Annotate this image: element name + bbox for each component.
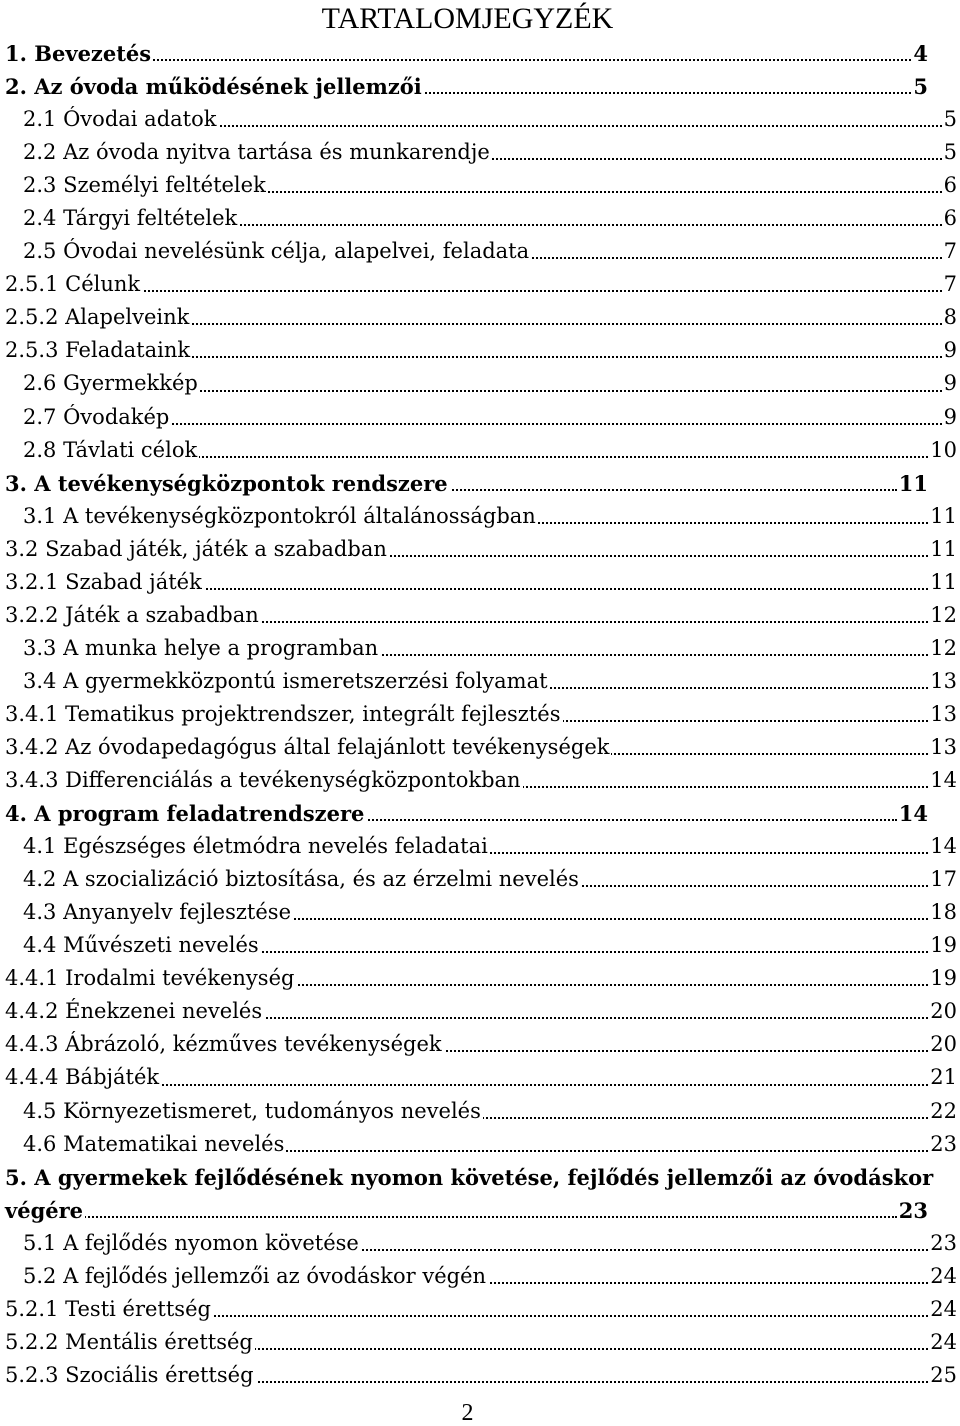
toc-entry-text: Bevezetés	[34, 41, 152, 66]
toc-entry-label	[23, 1227, 361, 1260]
toc-entry-label	[5, 1293, 213, 1326]
toc-entry[interactable]	[0, 334, 960, 367]
toc-entry-number: 4.	[5, 801, 27, 827]
toc-entry-text: A gyermekek fejlődésének nyomon követése, fejlődés jellemzői az óvodáskor	[34, 1164, 934, 1190]
toc-entry-label	[23, 136, 492, 169]
toc-entry-page: 24	[928, 1293, 957, 1326]
toc-entry[interactable]	[0, 896, 960, 929]
toc-entry[interactable]	[0, 301, 960, 334]
toc-entry-page: 7	[942, 235, 957, 268]
toc-entry-page: 17	[928, 863, 957, 896]
toc-entry-label	[5, 301, 191, 334]
toc-entry-text: Irodalmi tevékenység	[65, 966, 295, 991]
toc-entry-number: 3.2.1	[5, 569, 59, 594]
toc-entry-label	[23, 896, 293, 929]
toc-entry[interactable]	[0, 1260, 960, 1293]
toc-entry-text: A szocializáció biztosítása, és az érzelmi nevelés	[63, 867, 579, 892]
toc-entry-text: A tevékenységközpontok rendszere	[34, 470, 448, 496]
toc-entry-page: 25	[928, 1359, 957, 1392]
toc-entry-label	[5, 1061, 161, 1094]
toc-entry-label	[5, 566, 204, 599]
toc-entry[interactable]	[0, 401, 960, 434]
toc-entry-number: 4.4.1	[5, 966, 59, 991]
toc-entry-text: Az óvodapedagógus által felajánlott tevékenységek	[65, 734, 610, 759]
toc-entry-text: Differenciálás a tevékenységközpontokban	[65, 768, 521, 793]
toc-entry-label	[5, 731, 611, 764]
toc-entry-label	[5, 37, 153, 70]
toc-entry[interactable]	[0, 797, 960, 830]
toc-entry-label	[23, 235, 531, 268]
toc-entry-page: 19	[928, 962, 957, 995]
toc-entry[interactable]	[0, 665, 960, 698]
toc-entry-text: Az óvoda nyitva tartása és munkarendje	[63, 140, 490, 165]
toc-entry[interactable]	[0, 962, 960, 995]
toc-entry-page: 14	[897, 797, 928, 830]
toc-entry-page: 13	[928, 665, 957, 698]
toc-entry-text: A gyermekközpontú ismeretszerzési folyamat	[63, 668, 548, 693]
toc-entry-page: 21	[928, 1061, 957, 1094]
toc-entry-number: 3.1	[23, 503, 57, 528]
toc-entry[interactable]	[0, 169, 960, 202]
toc-entry-text: Feladataink	[65, 338, 191, 363]
toc-entry-page: 24	[928, 1326, 957, 1359]
toc-entry-text: Az óvoda működésének jellemzői	[34, 74, 422, 100]
toc-entry[interactable]	[0, 37, 960, 70]
toc-entry-label	[5, 1326, 255, 1359]
toc-entry-label	[5, 1161, 935, 1194]
toc-entry-page: 7	[942, 268, 957, 301]
toc-entry-label: végére	[5, 1194, 85, 1227]
toc-entry-page: 4	[911, 37, 928, 70]
toc-entry-text: Anyanyelv fejlesztése	[63, 900, 292, 925]
toc-entry-number: 2.5.2	[5, 305, 59, 330]
toc-entry-number: 1.	[5, 41, 27, 66]
toc-entry-label	[5, 995, 264, 1028]
toc-entry-page: 5	[942, 136, 957, 169]
toc-entry[interactable]	[0, 929, 960, 962]
toc-entry-label	[23, 1128, 286, 1161]
toc-entry-text: A program feladatrendszere	[34, 801, 365, 827]
toc-entry-label	[5, 797, 366, 830]
toc-entry-page: 6	[942, 169, 957, 202]
toc-entry[interactable]	[0, 1227, 960, 1260]
toc-entry-label	[5, 533, 389, 566]
toc-entry[interactable]	[0, 202, 960, 235]
toc-entry-number: 4.4.4	[5, 1065, 59, 1090]
toc-entry-number: 2.5.1	[5, 272, 59, 297]
toc-entry-label	[23, 169, 268, 202]
toc-entry[interactable]	[0, 1359, 960, 1392]
toc-entry-number: 3.	[5, 470, 27, 496]
toc-entry-number: 4.4.2	[5, 999, 59, 1024]
toc-entry-label	[5, 1359, 256, 1392]
toc-entry[interactable]	[0, 70, 960, 103]
toc-entry-page: 12	[928, 632, 957, 665]
toc-entry-text: Távlati célok	[63, 437, 198, 462]
toc-entry-label	[23, 863, 581, 896]
toc-entry-number: 2.6	[23, 371, 57, 396]
toc-entry-number: 2.7	[23, 404, 57, 429]
toc-entry-text: Szociális érettség	[65, 1362, 254, 1387]
toc-entry-number: 2.5	[23, 239, 57, 264]
toc-entry[interactable]	[0, 830, 960, 863]
toc-entry-text: Szabad játék	[65, 569, 202, 594]
toc-entry-label	[23, 500, 538, 533]
toc-entry-number: 3.2	[5, 536, 39, 561]
toc-entry[interactable]	[0, 1028, 960, 1061]
toc-entry-page: 5	[942, 103, 957, 136]
toc-entry-text: Mentális érettség	[65, 1329, 253, 1354]
toc-entry-number: 3.3	[23, 635, 57, 660]
toc-entry-text: Ábrázoló, kézműves tevékenységek	[65, 1032, 442, 1057]
toc-entry-text: Célunk	[65, 272, 141, 297]
toc-entry-label	[23, 434, 199, 467]
toc-entry-page: 11	[928, 566, 957, 599]
toc-entry-label	[23, 632, 380, 665]
toc-entry[interactable]	[0, 566, 960, 599]
toc-entry-label	[5, 599, 261, 632]
toc-entry-page: 23	[928, 1227, 957, 1260]
toc-entry-page: 9	[942, 334, 957, 367]
toc-entry[interactable]	[0, 1326, 960, 1359]
toc-entry-number: 5.1	[23, 1230, 57, 1255]
toc-entry-page: 12	[928, 599, 957, 632]
toc-entry[interactable]	[0, 995, 960, 1028]
toc-entry-page: 23	[897, 1194, 928, 1227]
leader-dots	[5, 1216, 897, 1218]
toc-entry-text: Művészeti nevelés	[63, 933, 259, 958]
toc-entry-number: 3.4.1	[5, 701, 59, 726]
toc-entry-text: Szabad játék, játék a szabadban	[45, 536, 387, 561]
toc-entry-page: 11	[928, 533, 957, 566]
toc-entry-label	[5, 334, 192, 367]
toc-entry-text: Játék a szabadban	[65, 602, 259, 627]
toc-entry-text: A tevékenységközpontokról általánosságban	[63, 503, 536, 528]
toc-entry-text: Testi érettség	[65, 1296, 211, 1321]
toc-entry-page: 14	[928, 830, 957, 863]
toc-entry-text: Óvodakép	[63, 404, 170, 429]
toc-entry-label	[23, 1095, 483, 1128]
toc-entry-text: Óvodai adatok	[63, 107, 217, 132]
toc-entry[interactable]	[0, 500, 960, 533]
toc-entry[interactable]	[0, 1293, 960, 1326]
toc-entry-text: Környezetismeret, tudományos nevelés	[63, 1098, 481, 1123]
toc-entry[interactable]	[0, 533, 960, 566]
toc-entry-text: Alapelveink	[65, 305, 190, 330]
toc-entry-page: 10	[928, 434, 957, 467]
toc-entry-page: 5	[911, 70, 928, 103]
toc-entry-page: 11	[928, 500, 957, 533]
toc-entry-label	[23, 929, 261, 962]
toc-entry-page: 20	[928, 1028, 957, 1061]
toc-entry-page: 14	[928, 764, 957, 797]
toc-entry-text: Tematikus projektrendszer, integrált fejlesztés	[65, 701, 561, 726]
toc-entry-number: 4.4	[23, 933, 57, 958]
toc-entry[interactable]	[0, 698, 960, 731]
toc-entry-label	[5, 268, 142, 301]
toc-entry-label	[5, 467, 450, 500]
toc-entry[interactable]	[0, 136, 960, 169]
toc-entry-label	[5, 70, 424, 103]
toc-entry[interactable]	[0, 434, 960, 467]
toc-entry-number: 2.1	[23, 107, 57, 132]
table-of-contents	[0, 37, 960, 1392]
toc-entry-label	[23, 830, 490, 863]
toc-entry-label	[23, 202, 239, 235]
toc-entry-page: 13	[928, 698, 957, 731]
toc-entry[interactable]	[0, 1128, 960, 1161]
page-number: 2	[461, 1400, 474, 1426]
toc-entry[interactable]	[0, 367, 960, 400]
toc-entry-page: 24	[928, 1260, 957, 1293]
toc-entry-label	[23, 665, 550, 698]
toc-entry-number: 2.8	[23, 437, 57, 462]
toc-entry-label	[5, 962, 296, 995]
toc-entry-number: 4.3	[23, 900, 57, 925]
toc-entry-number: 4.5	[23, 1098, 57, 1123]
toc-entry-page: 13	[928, 731, 957, 764]
toc-entry-label	[23, 401, 171, 434]
toc-entry-number: 3.4	[23, 668, 57, 693]
toc-entry-text: Óvodai nevelésünk célja, alapelvei, feladata	[63, 239, 530, 264]
toc-entry-text: Matematikai nevelés	[63, 1131, 285, 1156]
page-title: TARTALOMJEGYZÉK	[321, 2, 614, 35]
toc-entry-number: 4.6	[23, 1131, 57, 1156]
toc-entry-label	[5, 698, 563, 731]
toc-entry-text: A fejlődés nyomon követése	[63, 1230, 359, 1255]
toc-entry-number: 3.4.2	[5, 734, 59, 759]
toc-entry-number: 2.	[5, 74, 27, 100]
toc-entry-number: 4.4.3	[5, 1032, 59, 1057]
toc-entry-page: 11	[897, 467, 928, 500]
toc-entry-number: 2.4	[23, 206, 57, 231]
toc-entry[interactable]	[0, 731, 960, 764]
toc-entry-text: Személyi feltételek	[63, 173, 266, 198]
toc-entry-number: 3.4.3	[5, 768, 59, 793]
toc-entry[interactable]	[0, 467, 960, 500]
toc-entry-number: 5.	[5, 1164, 27, 1190]
toc-entry[interactable]	[0, 764, 960, 797]
toc-entry-text: Tárgyi feltételek	[63, 206, 238, 231]
toc-entry-label	[5, 1028, 444, 1061]
toc-entry-label	[23, 1260, 488, 1293]
toc-entry-page: 9	[942, 367, 957, 400]
toc-entry-page: 20	[928, 995, 957, 1028]
toc-entry[interactable]	[0, 632, 960, 665]
toc-entry-label	[23, 103, 218, 136]
toc-entry-page: 6	[942, 202, 957, 235]
toc-entry-page: 9	[942, 401, 957, 434]
toc-entry-number: 5.2	[23, 1263, 57, 1288]
toc-entry[interactable]	[0, 1161, 960, 1194]
toc-entry-page: 19	[928, 929, 957, 962]
toc-entry[interactable]	[0, 1194, 960, 1227]
leader-dots	[5, 290, 942, 292]
toc-entry[interactable]	[0, 268, 960, 301]
toc-entry[interactable]	[0, 863, 960, 896]
toc-entry-page: 8	[942, 301, 957, 334]
toc-entry-number: 5.2.1	[5, 1296, 59, 1321]
toc-entry-page: 18	[928, 896, 957, 929]
toc-entry-page: 23	[928, 1128, 957, 1161]
toc-entry-text: Énekzenei nevelés	[65, 999, 263, 1024]
toc-entry-number: 4.2	[23, 867, 57, 892]
toc-entry[interactable]	[0, 599, 960, 632]
toc-entry-text: A fejlődés jellemzői az óvodáskor végén	[63, 1263, 487, 1288]
toc-entry-text: Bábjáték	[65, 1065, 160, 1090]
toc-entry-number: 3.2.2	[5, 602, 59, 627]
toc-entry-number: 2.2	[23, 140, 57, 165]
toc-entry-number: 2.5.3	[5, 338, 59, 363]
toc-entry-number: 4.1	[23, 834, 57, 859]
toc-entry[interactable]	[0, 1095, 960, 1128]
toc-entry-label	[5, 764, 523, 797]
toc-entry-text: Gyermekkép	[63, 371, 198, 396]
toc-entry-number: 5.2.3	[5, 1362, 59, 1387]
toc-entry-label	[23, 367, 200, 400]
toc-entry-text: A munka helye a programban	[63, 635, 379, 660]
toc-entry[interactable]	[0, 235, 960, 268]
toc-entry-text: Egészséges életmódra nevelés feladatai	[63, 834, 488, 859]
toc-entry-page: 22	[928, 1095, 957, 1128]
toc-entry[interactable]	[0, 103, 960, 136]
toc-entry-number: 5.2.2	[5, 1329, 59, 1354]
toc-entry[interactable]	[0, 1061, 960, 1094]
toc-entry-number: 2.3	[23, 173, 57, 198]
